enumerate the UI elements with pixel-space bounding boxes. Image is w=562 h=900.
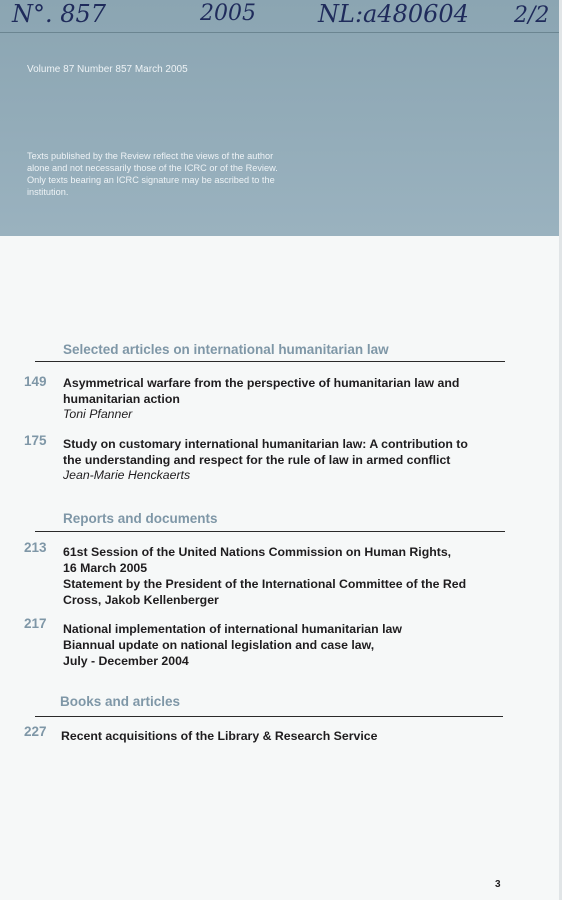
entry-author: Jean-Marie Henckaerts bbox=[63, 468, 191, 482]
disclaimer-text: Texts published by the Review reflect the views of the author alone and not necessarily those of the ICRC or of the Review. Only texts bearing an ICRC signature may be ascribed to the institution. bbox=[27, 151, 278, 197]
section-rule bbox=[35, 716, 503, 717]
toc-entry bbox=[61, 728, 511, 744]
volume-line: Volume 87 Number 857 March 2005 bbox=[27, 64, 188, 75]
handwritten-catalog: NL:a480604 bbox=[318, 0, 469, 28]
entry-title: Study on customary international humanitarian law: A contribution to the understanding and respect for the rule of law in armed conflict bbox=[63, 437, 468, 467]
section-title-reports: Reports and documents bbox=[63, 511, 218, 526]
handwritten-year: 2005 bbox=[200, 1, 256, 26]
toc-entry bbox=[63, 544, 513, 608]
handwritten-fraction: 2/2 bbox=[514, 3, 550, 28]
entry-title: Recent acquisitions of the Library & Research Service bbox=[61, 729, 378, 743]
toc-entry bbox=[63, 436, 513, 483]
toc-entry bbox=[63, 621, 513, 669]
entry-page-number: 227 bbox=[24, 724, 47, 739]
entry-page-number: 175 bbox=[24, 433, 47, 448]
toc-entry bbox=[63, 375, 513, 422]
handwritten-number: N°. 857 bbox=[12, 0, 107, 28]
entry-page-number: 217 bbox=[24, 616, 47, 631]
entry-page-number: 213 bbox=[24, 540, 47, 555]
entry-page-number: 149 bbox=[24, 374, 47, 389]
entry-title: Asymmetrical warfare from the perspective of humanitarian law and humanitarian action bbox=[63, 376, 460, 406]
section-rule bbox=[35, 361, 505, 362]
section-rule bbox=[35, 531, 505, 532]
entry-title: 61st Session of the United Nations Commission on Human Rights, 16 March 2005 Statement by the President of the International Committee of the Red Cross, Jakob Kellenberger bbox=[63, 545, 467, 607]
header-band bbox=[0, 0, 562, 236]
section-title-books: Books and articles bbox=[60, 694, 181, 709]
handwriting-divider bbox=[0, 32, 562, 33]
section-title-selected-articles: Selected articles on international humanitarian law bbox=[63, 342, 389, 357]
entry-author: Toni Pfanner bbox=[63, 407, 133, 421]
page-number: 3 bbox=[495, 879, 501, 890]
entry-title: National implementation of international humanitarian law Biannual update on national legislation and case law, July - December 2004 bbox=[63, 622, 402, 668]
